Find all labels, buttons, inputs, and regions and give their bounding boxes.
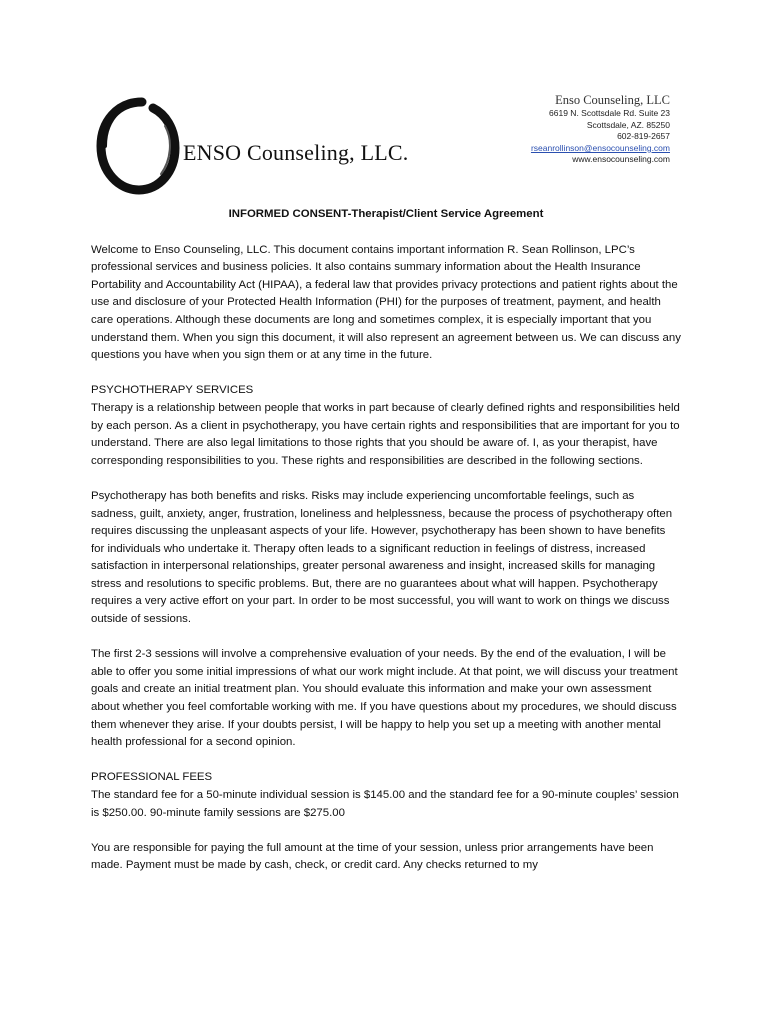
psychotherapy-heading: PSYCHOTHERAPY SERVICES	[91, 384, 254, 397]
email-link[interactable]: rseanrollinson@ensocounseling.com	[530, 142, 670, 153]
fees-heading: PROFESSIONAL FEES	[91, 771, 213, 784]
psychotherapy-paragraph-3: The first 2-3 sessions will involve a comprehensive evaluation of your needs. By the end of the evaluation, I will be able to offer you some initial impressions of what our work might include. At that point, we will discuss your treatment goals and create an initial treatment plan. You should evaluate this information and make your own assessment about whether you feel comfortable working with me. If you have questions about my procedures, we should discuss them whenever they arise. If your doubts persist, I will be happy to help you set up a meeting with another mental health professional for a second opinion.	[91, 648, 678, 749]
fees-paragraph-2: You are responsible for paying the full amount at the time of your session, unless prior arrangements have been made. Payment must be made by cash, check, or credit card. Any checks returned to my	[91, 841, 654, 872]
fees-paragraph-1: The standard fee for a 50-minute individual session is $145.00 and the standard fee for a 90-minute couples’ session is $250.00. 90-minute family sessions are $275.00	[91, 789, 679, 819]
psychotherapy-paragraph-1: Therapy is a relationship between people that works in part because of clearly defined rights and responsibilities held by each person. As a client in psychotherapy, you have certain rights and responsibilities that are important for you to understand. There are also legal limitations to those rights that you should be aware of. I, as your therapist, have corresponding responsibilities to you. These rights and responsibilities are described in the following sections.	[91, 401, 680, 467]
document-title: INFORMED CONSENT-Therapist/Client Service Agreement	[228, 208, 544, 220]
enso-circle-icon	[95, 96, 185, 196]
address-line-1: 6619 N. Scottsdale Rd. Suite 23	[549, 108, 670, 118]
intro-paragraph: Welcome to Enso Counseling, LLC. This document contains important information R. Sean Rollinson, LPC’s professional services and business policies. It also contains summary information about the Health Insurance Portability and Accountability Act (HIPAA), a federal law that provides privacy protections and patient rights about the use and disclosure of your Protected Health Information (PHI) for the purposes of treatment, payment, and health care operations. Although these documents are long and sometimes complex, it is especially important that you understand them. When you sign this document, it will also represent an agreement between us. We can discuss any questions you have when you sign them or at any time in the future.	[91, 243, 681, 362]
psychotherapy-paragraph-2: Psychotherapy has both benefits and risks. Risks may include experiencing uncomfortable feelings, such as sadness, guilt, anxiety, anger, frustration, loneliness and helplessness, because the process of psychotherapy often requires discussing the unpleasant aspects of your life. However, psychotherapy has been shown to have benefits for individuals who undertake it. Therapy often leads to a significant reduction in feelings of distress, increased satisfaction in interpersonal relationships, greater personal awareness and insight, increased skills for managing stress and resolutions to specific problems. But, there are no guarantees about what will happen. Psychotherapy requires a very active effort on your part. In order to be most successful, you will want to work on things we discuss outside of sessions.	[91, 489, 673, 626]
website-link[interactable]: www.ensocounseling.com	[572, 154, 670, 165]
fees-section	[91, 769, 681, 822]
psychotherapy-section	[91, 382, 681, 470]
enso-logo	[95, 96, 440, 196]
phone-number: 602-819-2657	[617, 131, 670, 142]
logo-text: ENSO Counseling, LLC.	[183, 140, 409, 165]
company-name: Enso Counseling, LLC	[555, 93, 670, 107]
document-body	[91, 206, 681, 893]
contact-block	[420, 93, 670, 166]
address-line-2: Scottsdale, AZ. 85250	[586, 119, 670, 130]
